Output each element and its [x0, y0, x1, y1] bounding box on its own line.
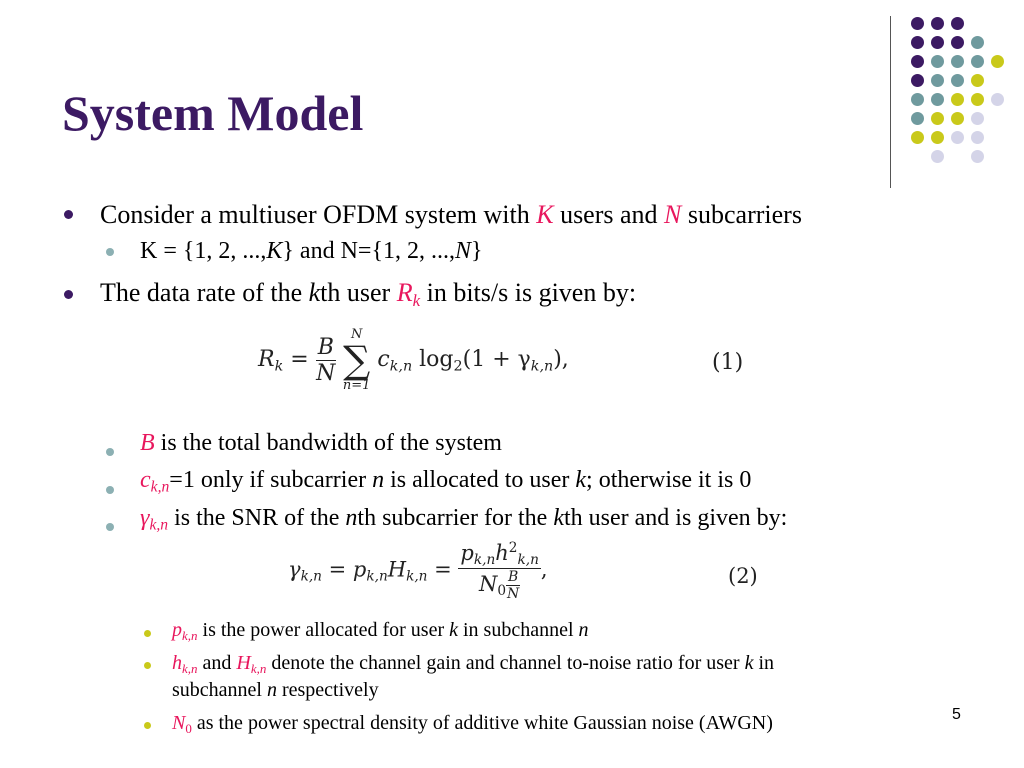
- var-k: k: [553, 505, 564, 531]
- text: }: [470, 238, 483, 264]
- eq-close: ),: [553, 347, 569, 372]
- text: in subchannel: [458, 619, 579, 641]
- decor-dot: [931, 112, 944, 125]
- subscript: k,n: [182, 660, 198, 676]
- numerator: B: [317, 334, 334, 360]
- var-k: k: [575, 467, 587, 493]
- equation-2: [288, 540, 548, 602]
- decor-dot: [931, 55, 944, 68]
- text: is the power allocated for user: [197, 619, 450, 641]
- fraction: [458, 540, 540, 602]
- decor-dot: [911, 112, 924, 125]
- subscript: k,n: [517, 552, 539, 569]
- bullet-consider-system: [100, 200, 802, 230]
- decor-dot: [951, 131, 964, 144]
- decor-dot: [931, 93, 944, 106]
- numerator: B: [508, 569, 519, 586]
- text: denote the channel gain and channel to-noise ratio for user: [266, 652, 745, 674]
- decor-dot: [911, 131, 924, 144]
- decor-dot: [971, 112, 984, 125]
- eq-p: = p: [321, 557, 367, 582]
- var-n: n: [266, 679, 277, 701]
- decor-dot: [971, 131, 984, 144]
- equation-2-number: (2): [728, 564, 758, 588]
- inner-fraction: [506, 569, 520, 602]
- decor-dot: [911, 36, 924, 49]
- text: subchannel: [172, 679, 267, 701]
- bullet-bandwidth: [140, 430, 502, 458]
- eq-N: N: [478, 572, 498, 597]
- decor-dot: [931, 17, 944, 30]
- eq-lhs: γ: [288, 557, 301, 582]
- var-p: p: [172, 619, 182, 641]
- subscript: 0: [185, 720, 192, 736]
- var-c: c: [140, 467, 151, 493]
- subscript: k,n: [149, 516, 169, 534]
- decor-dot: [951, 93, 964, 106]
- bullet-snr: [140, 505, 787, 535]
- decor-dot: [931, 150, 944, 163]
- var-N: N: [664, 200, 682, 229]
- subscript: k: [274, 358, 284, 375]
- subscript: k,n: [150, 478, 170, 496]
- decor-dot: [991, 55, 1004, 68]
- text: is allocated to user: [384, 467, 576, 493]
- bullet-dot: [64, 290, 73, 299]
- decor-dot: [951, 36, 964, 49]
- decor-dot: [951, 17, 964, 30]
- decor-dot: [931, 131, 944, 144]
- text: ; otherwise it is 0: [586, 467, 752, 493]
- superscript: 2: [508, 540, 518, 556]
- decor-dot: [971, 150, 984, 163]
- text: =1 only if subcarrier: [169, 467, 373, 493]
- subscript: k: [412, 291, 421, 311]
- decor-dot: [911, 55, 924, 68]
- subscript: k,n: [389, 358, 413, 375]
- var-k: k: [744, 652, 754, 674]
- bullet-channel-gain: [172, 652, 774, 677]
- var-H: H: [236, 652, 251, 674]
- subscript: k,n: [530, 358, 554, 375]
- text: is the total bandwidth of the system: [154, 430, 502, 456]
- eq-equals: =: [427, 557, 452, 582]
- summation: N ∑ n=1: [342, 327, 371, 393]
- bullet-dot: [144, 722, 151, 729]
- eq-log: log: [412, 347, 454, 372]
- text: and: [197, 652, 237, 674]
- subscript: k,n: [250, 660, 267, 676]
- var-k: k: [449, 619, 458, 641]
- equation-1-number: (1): [712, 350, 744, 375]
- text: th subcarrier for the: [357, 505, 554, 531]
- decor-dot: [911, 17, 924, 30]
- text: respectively: [276, 679, 379, 701]
- var-B: B: [140, 430, 155, 456]
- var-gamma: γ: [140, 505, 150, 531]
- bullet-dot: [106, 248, 114, 256]
- decor-dot: [991, 93, 1004, 106]
- denominator: N: [316, 360, 336, 386]
- eq-close: ,: [540, 557, 548, 582]
- text: in bits/s is given by:: [420, 278, 637, 307]
- decor-dot: [971, 55, 984, 68]
- subscript: k,n: [366, 568, 388, 585]
- bullet-dot: [64, 210, 73, 219]
- eq-H: H: [387, 557, 407, 582]
- numerator: [458, 540, 540, 569]
- bullet-channel-gain-line2: [172, 679, 379, 702]
- decor-dot: [951, 55, 964, 68]
- subscript: k,n: [300, 568, 322, 585]
- text: th user and is given by:: [564, 505, 788, 531]
- decor-dot: [911, 74, 924, 87]
- eq-arg: (1 + γ: [462, 347, 531, 372]
- bullet-dot: [144, 662, 151, 669]
- decor-dot: [911, 93, 924, 106]
- var-n: n: [345, 505, 358, 531]
- eq-p: p: [460, 541, 474, 565]
- text: is the SNR of the: [168, 505, 346, 531]
- bullet-noise: [172, 712, 773, 737]
- text: subcarriers: [681, 200, 802, 229]
- decor-dot: [971, 36, 984, 49]
- text: in: [753, 652, 775, 674]
- var-K: K: [536, 200, 554, 229]
- sum-upper: N: [350, 327, 363, 342]
- text: users and: [553, 200, 665, 229]
- eq-c: c: [377, 347, 390, 372]
- var-N: N: [454, 238, 471, 264]
- bullet-dot: [106, 523, 114, 531]
- bullet-allocation: [140, 467, 751, 497]
- sum-lower: n=1: [342, 378, 371, 393]
- decor-dot: [951, 112, 964, 125]
- var-n: n: [578, 619, 589, 641]
- bullet-dot: [106, 486, 114, 494]
- subscript: 0: [497, 583, 507, 600]
- decor-dot: [931, 74, 944, 87]
- denominator: N: [507, 586, 520, 603]
- var-n: n: [372, 467, 385, 493]
- text: } and N={1, 2, ...,: [282, 238, 455, 264]
- text: as the power spectral density of additive white Gaussian noise (AWGN): [191, 712, 773, 734]
- bullet-sets-definition: [140, 238, 483, 266]
- decor-dot: [931, 36, 944, 49]
- page-number: 5: [952, 706, 961, 723]
- fraction: [316, 335, 336, 386]
- decor-dot: [971, 93, 984, 106]
- bullet-dot: [144, 630, 151, 637]
- var-k: k: [308, 278, 321, 307]
- denominator: [458, 569, 540, 602]
- slide-title: System Model: [62, 85, 364, 141]
- subscript: 2: [453, 358, 463, 375]
- bullet-power: [172, 619, 589, 644]
- decor-dot: [951, 74, 964, 87]
- bullet-data-rate: [100, 278, 636, 311]
- var-N: N: [172, 712, 186, 734]
- decorative-divider: [890, 16, 891, 188]
- var-K: K: [266, 238, 283, 264]
- eq-h: h: [495, 541, 509, 565]
- text: K = {1, 2, ...,: [140, 238, 267, 264]
- subscript: k,n: [473, 552, 496, 569]
- var-h: h: [172, 652, 182, 674]
- text: The data rate of the: [100, 278, 309, 307]
- text: th user: [320, 278, 397, 307]
- bullet-dot: [106, 448, 114, 456]
- eq-lhs: R: [258, 347, 275, 372]
- equation-1: $R_k$ = $\frac{B}{N}$ N ∑ n=1 $c_{k,n}$ $\log_2(1 + \gamma_{k,n})$,: [258, 327, 569, 393]
- decor-dot: [971, 74, 984, 87]
- text: Consider a multiuser OFDM system with: [100, 200, 537, 229]
- subscript: k,n: [406, 568, 428, 585]
- subscript: k,n: [182, 627, 198, 643]
- var-R: R: [396, 278, 413, 307]
